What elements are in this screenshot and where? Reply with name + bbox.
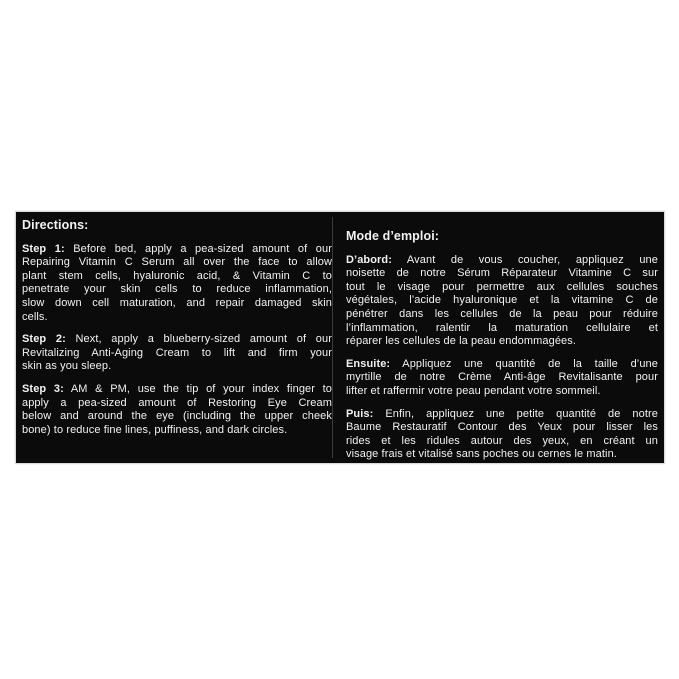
directions-column-english <box>22 219 332 437</box>
dabord-paragraph: D’abord: Avant de vous coucher, appliquez une noisette de notre Sérum Réparateur Vitamine C sur tout le visage pour permettre aux cellules souches végétales, l’acide hyaluronique et la vitamine C de pénétrer dans les cellules de la peau pour réduire l’inflammation, ralentir la maturation cellulaire et réparer les cellules de la peau endommagées. <box>346 253 658 348</box>
directions-column-french <box>346 230 658 462</box>
directions-panel <box>16 212 664 463</box>
step-3-paragraph: Step 3: AM & PM, use the tip of your index finger to apply a pea-sized amount of Restoring Eye Cream below and around the eye (including the upper cheek bone) to reduce fine lines, puffiness, and dark circles. <box>22 382 333 436</box>
puis-paragraph: Puis: Enfin, appliquez une petite quantité de notre Baume Restauratif Contour des Yeux pour lisser les rides et les ridules autour des yeux, en créant un visage frais et vitalisé sans poches ou cernes le matin. <box>346 407 658 461</box>
directions-heading: Directions: <box>22 218 89 232</box>
column-divider <box>332 217 333 458</box>
step-2-paragraph: Step 2: Next, apply a blueberry-sized amount of our Revitalizing Anti-Aging Cream to lift and firm your skin as you sleep. <box>22 333 332 373</box>
mode-demploi-heading: Mode d’emploi: <box>346 229 440 243</box>
ensuite-paragraph: Ensuite: Appliquez une quantité de la taille d’une myrtille de notre Crème Anti-âge Revitalisante pour lifter et raffermir votre peau pendant votre sommeil. <box>346 357 658 397</box>
step-1-paragraph: Step 1: Before bed, apply a pea-sized amount of our Repairing Vitamin C Serum all over the face to allow plant stem cells, hyaluronic acid, & Vitamin C to penetrate your skin cells to reduce inflammation, slow down cell maturation, and repair damaged skin cells. <box>22 242 332 323</box>
